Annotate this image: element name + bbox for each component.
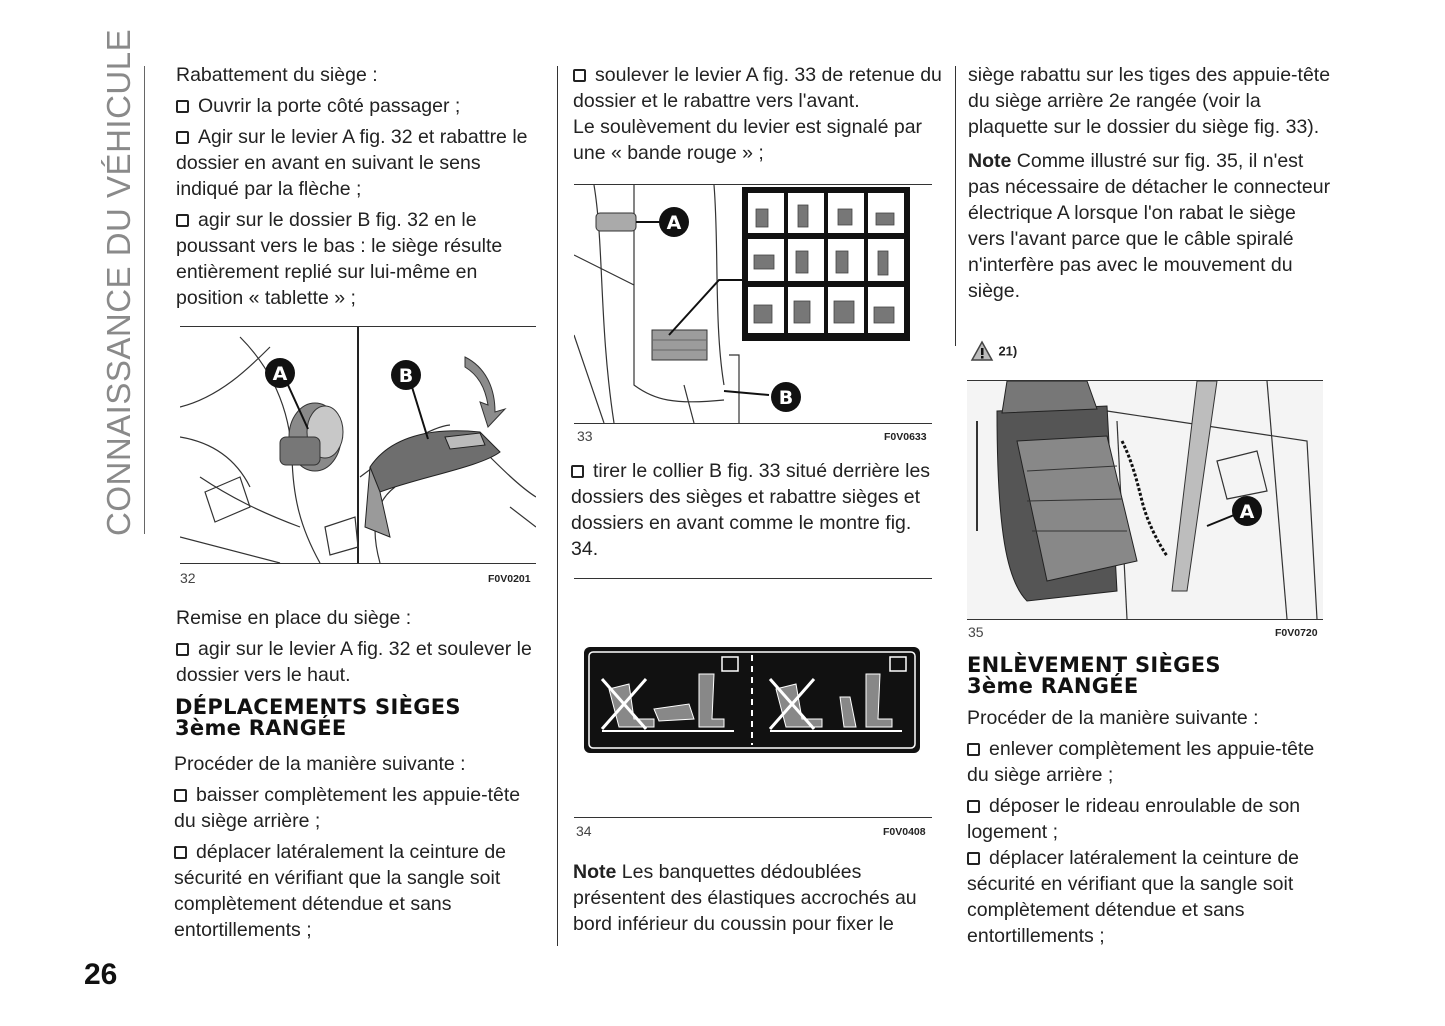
note-label: Note: [968, 150, 1012, 172]
bullet-item: déposer le rideau enroulable de son logement ;: [967, 795, 1301, 843]
note-paragraph: Note Les banquettes dédoublées présentent des élastiques accrochés au bord inférieur du coussin pour fixer le: [573, 861, 917, 935]
column-divider-2: [955, 66, 956, 346]
column-1-bottom: [174, 751, 544, 943]
column-3-bottom: [967, 705, 1332, 949]
note-paragraph: Note Comme illustré sur fig. 35, il n'est pas nécessaire de détacher le connecteur électrique A lorsque l'on rabat le siège vers l'avant parce que le câble spiralé n'interfère pas avec le mouvement du siège.: [968, 150, 1331, 302]
column-1-lower: [176, 605, 541, 688]
figure-code: F0V0408: [883, 826, 926, 838]
bullet-item: soulever le levier A fig. 33 de retenue du dossier et le rabattre vers l'avant.: [573, 64, 942, 112]
figure-32: [180, 326, 536, 564]
paragraph: Le soulèvement du levier est signalé par une « bande rouge » ;: [573, 116, 923, 164]
note-label: Note: [573, 861, 617, 883]
bullet-item: déplacer latéralement la ceinture de sécurité en vérifiant que la sangle soit complètement détendue et sans entortillements ;: [174, 841, 507, 941]
bullet-icon: [176, 100, 189, 113]
column-3: [968, 62, 1333, 304]
bullet-icon: [176, 643, 189, 656]
callout-a: A: [272, 363, 288, 385]
callout-b: B: [398, 365, 414, 387]
bullet-item: Ouvrir la porte côté passager ;: [176, 93, 541, 119]
paragraph: Procéder de la manière suivante :: [174, 753, 466, 775]
warning-number: 21): [998, 343, 1018, 359]
page-number: 26: [84, 958, 118, 991]
figure-34: [574, 578, 932, 818]
bullet-item: déplacer latéralement la ceinture de sécurité en vérifiant que la sangle soit complètement détendue et sans entortillements ;: [967, 847, 1300, 947]
paragraph: Procéder de la manière suivante :: [967, 707, 1259, 729]
figure-33: [574, 184, 932, 424]
figure-number: 33: [577, 428, 593, 444]
column-2-middle: [571, 458, 941, 562]
bullet-icon: [174, 846, 187, 859]
column-2-note: [573, 859, 943, 937]
heading-line-2: 3ème RANGÉE: [175, 716, 347, 740]
figure-code: F0V0720: [1275, 627, 1318, 639]
figure-33-illustration: [574, 185, 932, 423]
bullet-icon: [176, 131, 189, 144]
column-2: [573, 62, 943, 166]
section-side-title: CONNAISSANCE DU VÉHICULE: [100, 28, 137, 536]
bullet-item: baisser complètement les appuie-tête du siège arrière ;: [174, 784, 521, 832]
figure-code: F0V0633: [884, 431, 927, 443]
column-divider-1: [557, 66, 558, 946]
bullet-icon: [967, 743, 980, 756]
figure-number: 35: [968, 624, 984, 640]
bullet-icon: [573, 69, 586, 82]
warning-triangle-icon: [970, 340, 994, 362]
figure-code: F0V0201: [488, 573, 531, 585]
figure-34-warning-label: [574, 579, 932, 817]
bullet-icon: [176, 214, 189, 227]
bullet-item: Agir sur le levier A fig. 32 et rabattre le dossier en avant en suivant le sens indiqué par la flèche ;: [176, 126, 528, 200]
callout-b: B: [778, 387, 794, 409]
bullet-item: tirer le collier B fig. 33 situé derrière les dossiers des sièges et rabattre sièges et dossiers en avant comme le montre fig. 34.: [571, 460, 931, 560]
warning-reference: [970, 340, 1070, 362]
callout-a: A: [1239, 501, 1255, 523]
callout-a: A: [666, 212, 682, 234]
heading-line-1: ENLÈVEMENT SIÈGES: [967, 653, 1221, 677]
bullet-icon: [967, 852, 980, 865]
bullet-item: agir sur le dossier B fig. 32 en le poussant vers le bas : le siège résulte entièrement replié sur lui-même en position « tablette » ;: [176, 209, 503, 309]
bullet-icon: [571, 465, 584, 478]
figure-32-illustration: [180, 327, 536, 563]
bullet-icon: [174, 789, 187, 802]
side-divider: [144, 66, 145, 534]
heading-line-1: DÉPLACEMENTS SIÈGES: [175, 695, 461, 719]
figure-number: 32: [180, 570, 196, 586]
column-1: [176, 62, 541, 311]
bullet-item: enlever complètement les appuie-tête du siège arrière ;: [967, 738, 1315, 786]
paragraph: Rabattement du siège :: [176, 64, 378, 86]
figure-35-illustration: [967, 381, 1323, 619]
paragraph: siège rabattu sur les tiges des appuie-tête du siège arrière 2e rangée (voir la plaquette sur le dossier du siège fig. 33).: [968, 64, 1331, 138]
figure-35: [967, 380, 1323, 620]
bullet-icon: [967, 800, 980, 813]
heading-line-2: 3ème RANGÉE: [967, 674, 1139, 698]
figure-number: 34: [576, 823, 592, 839]
section-heading-deplacements: [175, 697, 545, 739]
paragraph: Remise en place du siège :: [176, 607, 412, 629]
bullet-item: agir sur le levier A fig. 32 et soulever le dossier vers le haut.: [176, 638, 532, 686]
section-heading-enlevement: [967, 655, 1337, 697]
